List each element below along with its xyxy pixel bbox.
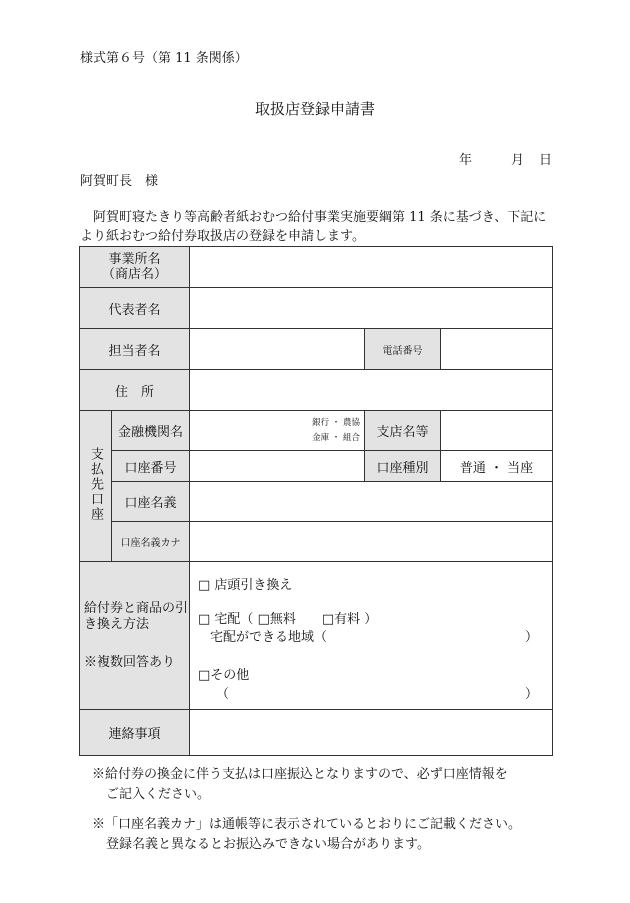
bank-name-label: 金融機関名	[112, 411, 190, 451]
account-holder-kana-label: 口座名義カナ	[112, 522, 190, 562]
option-in-store[interactable]: □ 店頭引き換え	[198, 578, 293, 593]
date-day: 日	[539, 153, 553, 168]
row-contact-person	[80, 329, 553, 370]
contact-items-label: 連絡事項	[80, 710, 190, 756]
payee-account-label: 支払先口座	[80, 411, 112, 562]
address-field[interactable]	[190, 370, 553, 411]
account-type-label: 口座種別	[365, 451, 441, 482]
phone-field[interactable]	[441, 329, 553, 370]
row-contact-items	[80, 710, 553, 756]
exchange-method-options	[190, 562, 553, 710]
other-close: ）	[525, 687, 539, 702]
branch-name-label: 支店名等	[365, 411, 441, 451]
exchange-method-label: 給付券と商品の引 き換え方法 ※複数回答あり	[80, 562, 190, 710]
row-account-holder	[80, 482, 553, 522]
phone-label: 電話番号	[365, 329, 441, 370]
account-number-field[interactable]	[190, 451, 365, 482]
row-bank-name	[80, 411, 553, 451]
account-number-label: 口座番号	[112, 451, 190, 482]
row-exchange-method	[80, 562, 553, 710]
delivery-area-close: ）	[525, 630, 539, 645]
intro-text: 阿賀町寝たきり等高齢者紙おむつ給付事業実施要綱第 11 条に基づき、下記により紙おむつ給付券取扱店の登録を申請します。	[80, 210, 547, 244]
business-name-field[interactable]	[190, 247, 553, 288]
row-representative	[80, 288, 553, 329]
business-name-label: 事業所名 （商店名）	[80, 247, 190, 288]
addressee: 阿賀町長 様	[80, 174, 159, 189]
account-holder-kana-field[interactable]	[190, 522, 553, 562]
row-account-holder-kana	[80, 522, 553, 562]
other-open: （	[216, 687, 230, 702]
representative-label: 代表者名	[80, 288, 190, 329]
application-form-table	[79, 246, 553, 756]
account-holder-label: 口座名義	[112, 482, 190, 522]
note-2: ※「口座名義カナ」は通帳等に表示されているとおりにご記載ください。 登録名義と異なるとお振込みできない場合があります。	[92, 817, 522, 852]
note-1: ※給付券の換金に伴う支払は口座振込となりますので、必ず口座情報を ご記入ください。	[92, 767, 508, 802]
row-address	[80, 370, 553, 411]
address-label: 住 所	[80, 370, 190, 411]
account-type-options[interactable]: 普通 ・ 当座	[441, 451, 553, 482]
option-other[interactable]: □その他	[198, 668, 250, 683]
document-title: 取扱店登録申請書	[254, 100, 375, 118]
row-business-name	[80, 247, 553, 288]
option-delivery[interactable]: □ 宅配（ □無料 □有料 ）	[198, 612, 378, 627]
branch-name-field[interactable]	[441, 411, 553, 451]
bank-type-line1: 銀行 ・ 農協	[312, 417, 361, 428]
bank-name-field[interactable]	[190, 411, 365, 451]
delivery-area-label: 宅配ができる地域（	[210, 630, 328, 645]
form-number: 様式第６号（第 11 条関係）	[80, 51, 248, 66]
bank-type-line2: 金庫 ・ 組合	[312, 432, 361, 443]
row-account-number	[80, 451, 553, 482]
contact-person-label: 担当者名	[80, 329, 190, 370]
date-month: 月	[511, 153, 525, 168]
account-holder-field[interactable]	[190, 482, 553, 522]
date-line	[459, 149, 552, 168]
contact-items-field[interactable]	[190, 710, 553, 756]
contact-person-field[interactable]	[190, 329, 365, 370]
date-year: 年	[459, 153, 473, 168]
representative-field[interactable]	[190, 288, 553, 329]
